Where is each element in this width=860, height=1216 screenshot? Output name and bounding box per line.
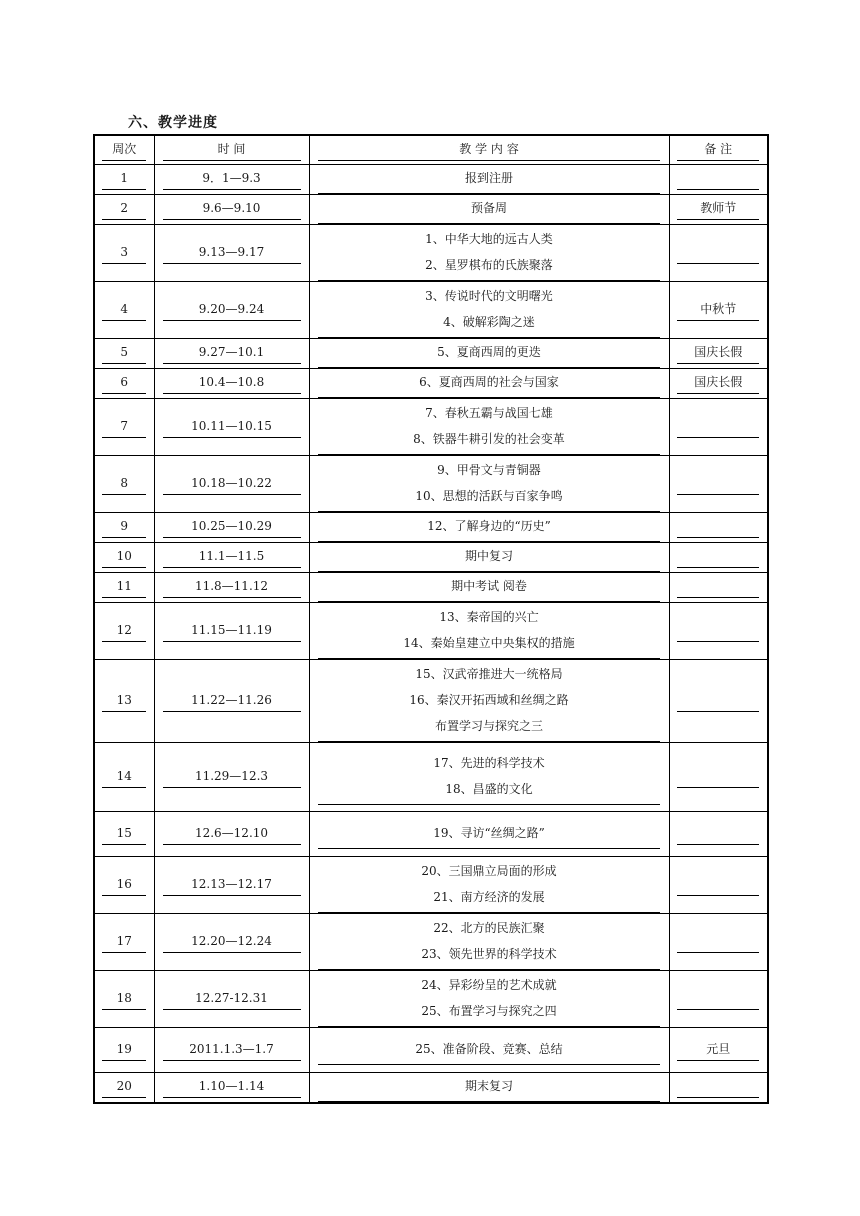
- content-line: 5、夏商西周的更迭: [437, 345, 541, 359]
- note-cell: 中秋节: [669, 282, 768, 339]
- content-line: 15、汉武帝推进大一统格局: [415, 666, 563, 681]
- week-cell: 19: [94, 1028, 154, 1073]
- content-line: 10、思想的活跃与百家争鸣: [415, 488, 563, 503]
- week-cell: 4: [94, 282, 154, 339]
- content-cell: [309, 195, 669, 225]
- content-cell: [309, 225, 669, 282]
- table-row: [94, 743, 768, 812]
- week-cell: 9: [94, 513, 154, 543]
- note-cell: 教师节: [669, 195, 768, 225]
- content-line: 18、昌盛的文化: [445, 781, 533, 796]
- content-line: 6、夏商西周的社会与国家: [419, 375, 559, 389]
- content-line: 9、甲骨文与青铜器: [437, 462, 541, 477]
- note-cell: 国庆长假: [669, 339, 768, 369]
- date-cell: 11.29—12.3: [154, 743, 309, 812]
- table-row: [94, 857, 768, 914]
- week-cell: 8: [94, 456, 154, 513]
- note-cell: [669, 399, 768, 456]
- content-line: 25、准备阶段、竞赛、总结: [415, 1041, 563, 1056]
- content-cell: [309, 660, 669, 743]
- note-cell: [669, 225, 768, 282]
- content-cell: [309, 282, 669, 339]
- date-cell: 2011.1.3—1.7: [154, 1028, 309, 1073]
- content-cell: [309, 339, 669, 369]
- table-row: [94, 195, 768, 225]
- date-cell: 12.20—12.24: [154, 914, 309, 971]
- week-cell: 20: [94, 1073, 154, 1104]
- date-cell: 10.11—10.15: [154, 399, 309, 456]
- header-week: 周次: [94, 135, 154, 165]
- content-cell: [309, 369, 669, 399]
- table-row: [94, 573, 768, 603]
- content-cell: [309, 456, 669, 513]
- date-cell: 12.27-12.31: [154, 971, 309, 1028]
- table-row: [94, 225, 768, 282]
- content-line: 13、秦帝国的兴亡: [439, 609, 539, 624]
- week-cell: 2: [94, 195, 154, 225]
- content-line: 8、铁器牛耕引发的社会变革: [413, 431, 565, 446]
- week-cell: 10: [94, 543, 154, 573]
- note-cell: [669, 971, 768, 1028]
- week-cell: 14: [94, 743, 154, 812]
- content-line: 预备周: [470, 201, 507, 215]
- week-cell: 12: [94, 603, 154, 660]
- content-line: 20、三国鼎立局面的形成: [421, 863, 557, 878]
- note-cell: [669, 165, 768, 195]
- content-line: 16、秦汉开拓西域和丝绸之路: [409, 692, 569, 707]
- table-header-row: [94, 135, 768, 165]
- content-line: 24、异彩纷呈的艺术成就: [421, 977, 557, 992]
- content-cell: [309, 165, 669, 195]
- content-line: 3、传说时代的文明曙光: [425, 288, 553, 303]
- content-line: 期中复习: [464, 549, 513, 563]
- content-cell: [309, 573, 669, 603]
- content-line: 1、中华大地的远古人类: [425, 231, 553, 246]
- table-row: [94, 1073, 768, 1104]
- week-cell: 5: [94, 339, 154, 369]
- table-row: [94, 543, 768, 573]
- teaching-schedule-table: [93, 134, 769, 1104]
- week-cell: 16: [94, 857, 154, 914]
- content-line: 报到注册: [464, 171, 513, 185]
- note-cell: [669, 1073, 768, 1104]
- note-cell: [669, 914, 768, 971]
- content-cell: [309, 857, 669, 914]
- content-cell: [309, 399, 669, 456]
- content-cell: [309, 812, 669, 857]
- note-cell: [669, 603, 768, 660]
- content-cell: [309, 1028, 669, 1073]
- content-line: 布置学习与探究之三: [434, 718, 543, 733]
- week-cell: 1: [94, 165, 154, 195]
- table-row: [94, 971, 768, 1028]
- content-line: 19、寻访“丝绸之路”: [433, 825, 545, 840]
- date-cell: 9.13—9.17: [154, 225, 309, 282]
- note-cell: [669, 573, 768, 603]
- week-cell: 15: [94, 812, 154, 857]
- content-cell: [309, 1073, 669, 1104]
- table-row: [94, 165, 768, 195]
- content-line: 25、布置学习与探究之四: [421, 1003, 557, 1018]
- date-cell: 9.27—10.1: [154, 339, 309, 369]
- header-note: 备 注: [669, 135, 768, 165]
- table-row: [94, 660, 768, 743]
- note-cell: [669, 660, 768, 743]
- week-cell: 3: [94, 225, 154, 282]
- date-cell: 11.8—11.12: [154, 573, 309, 603]
- date-cell: 9.20—9.24: [154, 282, 309, 339]
- week-cell: 6: [94, 369, 154, 399]
- content-line: 2、星罗棋布的氏族聚落: [425, 257, 553, 272]
- content-line: 12、了解身边的“历史”: [427, 519, 551, 533]
- table-row: [94, 282, 768, 339]
- week-cell: 18: [94, 971, 154, 1028]
- table-row: [94, 339, 768, 369]
- content-line: 14、秦始皇建立中央集权的措施: [403, 635, 575, 650]
- header-content: 教 学 内 容: [309, 135, 669, 165]
- date-cell: 1.10—1.14: [154, 1073, 309, 1104]
- note-cell: [669, 513, 768, 543]
- content-cell: [309, 543, 669, 573]
- header-date: 时 间: [154, 135, 309, 165]
- date-cell: 11.15—11.19: [154, 603, 309, 660]
- note-cell: 国庆长假: [669, 369, 768, 399]
- table-row: [94, 513, 768, 543]
- week-cell: 11: [94, 573, 154, 603]
- week-cell: 7: [94, 399, 154, 456]
- content-line: 21、南方经济的发展: [433, 889, 545, 904]
- table-row: [94, 603, 768, 660]
- content-line: 期中考试 阅卷: [451, 579, 527, 593]
- note-cell: [669, 857, 768, 914]
- date-cell: 11.22—11.26: [154, 660, 309, 743]
- table-row: [94, 812, 768, 857]
- date-cell: 9.6—9.10: [154, 195, 309, 225]
- content-cell: [309, 743, 669, 812]
- note-cell: 元旦: [669, 1028, 768, 1073]
- week-cell: 13: [94, 660, 154, 743]
- table-row: [94, 369, 768, 399]
- content-line: 4、破解彩陶之迷: [443, 314, 535, 329]
- date-cell: 10.18—10.22: [154, 456, 309, 513]
- content-line: 期末复习: [464, 1079, 513, 1093]
- content-line: 17、先进的科学技术: [433, 755, 545, 770]
- table-row: [94, 914, 768, 971]
- date-cell: 10.4—10.8: [154, 369, 309, 399]
- content-line: 23、领先世界的科学技术: [421, 946, 557, 961]
- content-cell: [309, 603, 669, 660]
- content-cell: [309, 971, 669, 1028]
- content-line: 22、北方的民族汇聚: [433, 920, 545, 935]
- date-cell: 12.6—12.10: [154, 812, 309, 857]
- content-cell: [309, 914, 669, 971]
- date-cell: 9．1—9.3: [154, 165, 309, 195]
- date-cell: 11.1—11.5: [154, 543, 309, 573]
- note-cell: [669, 812, 768, 857]
- note-cell: [669, 456, 768, 513]
- note-cell: [669, 743, 768, 812]
- section-title: 六、教学进度: [128, 115, 218, 131]
- date-cell: 10.25—10.29: [154, 513, 309, 543]
- date-cell: 12.13—12.17: [154, 857, 309, 914]
- week-cell: 17: [94, 914, 154, 971]
- content-line: 7、春秋五霸与战国七雄: [425, 405, 553, 420]
- table-row: [94, 399, 768, 456]
- table-row: [94, 1028, 768, 1073]
- content-cell: [309, 513, 669, 543]
- note-cell: [669, 543, 768, 573]
- table-row: [94, 456, 768, 513]
